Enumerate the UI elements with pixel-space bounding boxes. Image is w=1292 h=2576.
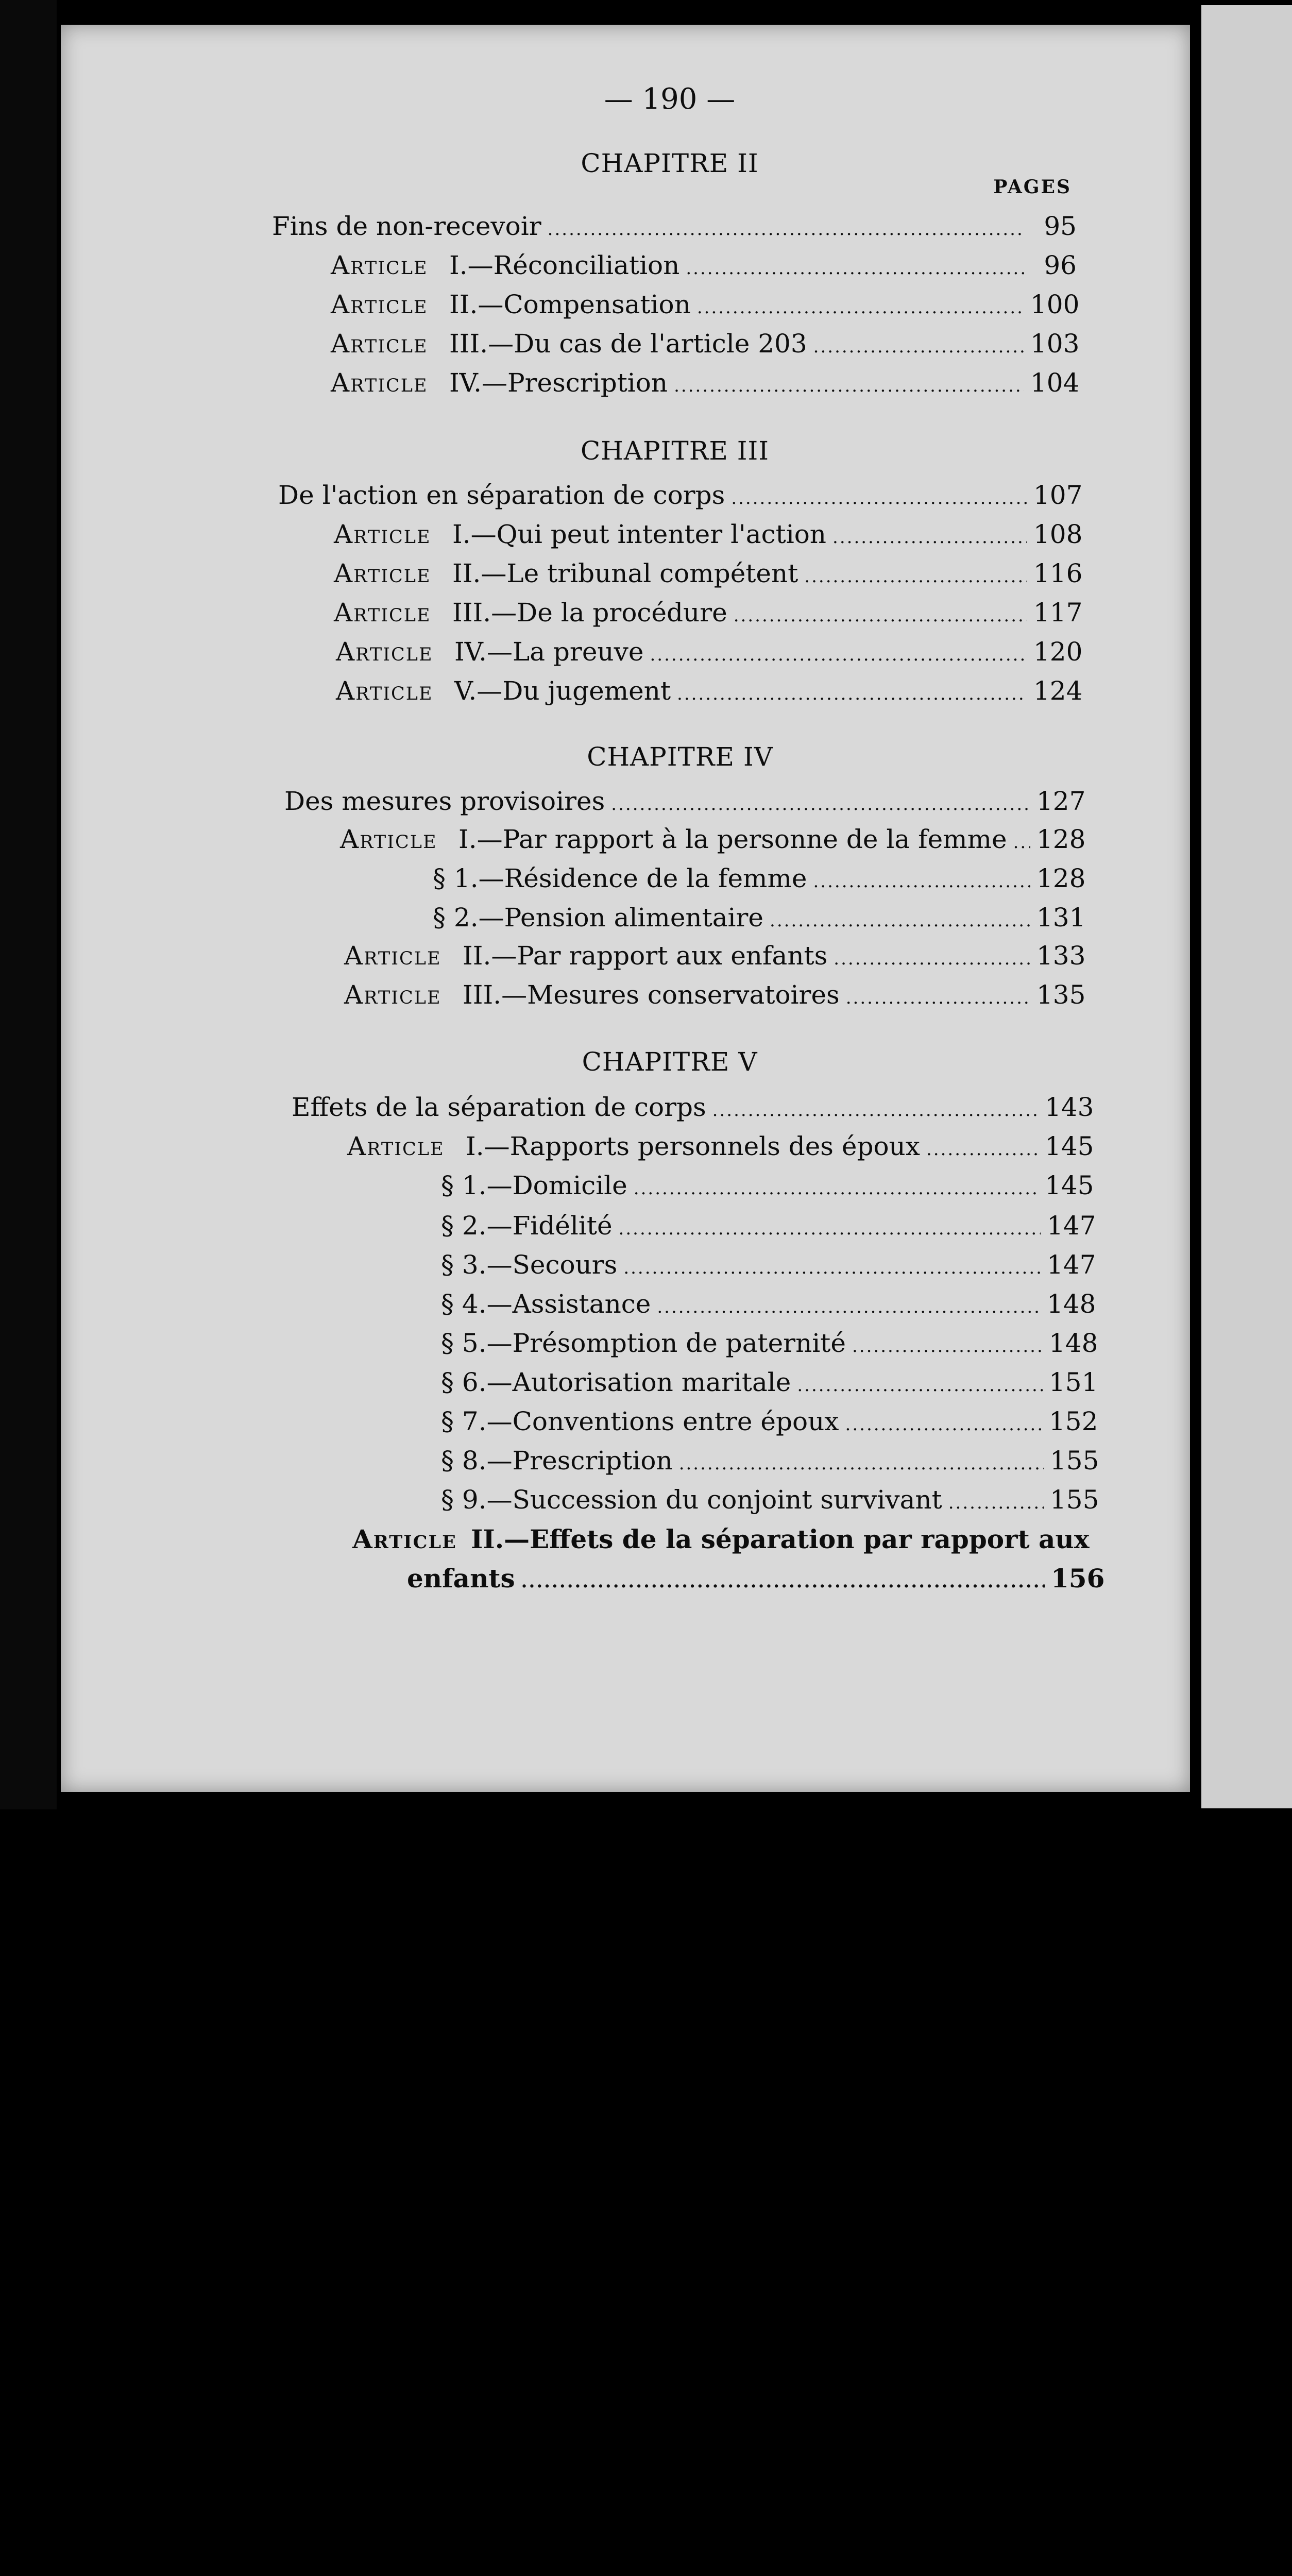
leader-dots	[712, 1100, 1039, 1121]
leader-dots	[734, 605, 1027, 626]
leader-dots	[813, 871, 1030, 892]
entry-label: II.—Par rapport aux enfants	[463, 941, 828, 971]
entry-label: § 5.—Présomption de paternité	[441, 1328, 846, 1358]
entry-label: II.—Effets de la séparation par rapport aux	[471, 1524, 1090, 1554]
entry-page: 151	[1049, 1367, 1098, 1397]
chapter-heading: CHAPITRE II	[581, 148, 759, 178]
entry-page: 155	[1050, 1446, 1099, 1476]
leader-dots	[846, 988, 1030, 1008]
entry-page: 95	[1044, 211, 1077, 241]
entry-label: Effets de la séparation de corps	[292, 1092, 706, 1122]
chapter-heading: CHAPITRE III	[580, 436, 769, 466]
entry-label: I.—Qui peut intenter l'action	[452, 519, 827, 549]
entry-page: 148	[1049, 1328, 1098, 1358]
entry-label: III.—De la procédure	[452, 598, 727, 628]
entry-label: IV.—La preuve	[454, 637, 644, 667]
leader-dots	[813, 336, 1024, 357]
entry-label: III.—Du cas de l'article 203	[449, 329, 807, 359]
entry-page: 147	[1047, 1211, 1096, 1241]
entry-label: enfants	[407, 1563, 515, 1594]
entry-label: § 6.—Autorisation maritale	[441, 1367, 791, 1397]
entry-page: 108	[1033, 519, 1083, 549]
chapter-heading: CHAPITRE IV	[587, 742, 773, 772]
entry-page: 96	[1044, 250, 1077, 280]
article-prefix: Article	[331, 329, 428, 359]
article-prefix: Article	[347, 1131, 445, 1161]
entry-page: 117	[1033, 598, 1083, 628]
leader-dots	[521, 1571, 1045, 1592]
article-prefix: Article	[336, 676, 433, 706]
entry-page: 116	[1033, 558, 1083, 588]
entry-page: 156	[1051, 1563, 1105, 1594]
leader-dots	[845, 1414, 1043, 1435]
leader-dots	[674, 376, 1024, 396]
entry-page: 133	[1036, 941, 1086, 971]
leader-dots	[731, 488, 1027, 509]
leader-dots	[677, 684, 1027, 704]
entry-page: 128	[1036, 863, 1086, 893]
entry-page: 120	[1033, 637, 1083, 667]
entry-page: 127	[1036, 786, 1086, 816]
article-prefix: Article	[334, 598, 431, 628]
entry-label: § 1.—Domicile	[441, 1171, 627, 1200]
article-prefix: Article	[344, 980, 441, 1010]
article-prefix: Article	[334, 558, 431, 588]
page-number: — 190 —	[604, 82, 736, 116]
entry-page: 145	[1045, 1171, 1094, 1200]
leader-dots	[797, 1375, 1043, 1396]
entry-label: Fins de non-recevoir	[272, 211, 541, 241]
article-prefix: Article	[336, 637, 433, 667]
leader-dots	[548, 219, 1024, 240]
entry-page: 155	[1050, 1485, 1099, 1515]
entry-label: § 7.—Conventions entre époux	[441, 1406, 839, 1436]
entry-page: 103	[1030, 329, 1080, 359]
entry-label: § 2.—Fidélité	[441, 1211, 613, 1241]
entry-page: 100	[1030, 290, 1080, 319]
entry-label: II.—Le tribunal compétent	[452, 558, 798, 588]
entry-page: 128	[1036, 824, 1086, 854]
entry-label: I.—Rapports personnels des époux	[466, 1131, 920, 1161]
entry-page: 124	[1033, 676, 1083, 706]
entry-label: I.—Par rapport à la personne de la femme	[458, 824, 1007, 854]
entry-page: 131	[1036, 903, 1086, 933]
entry-label: § 9.—Succession du conjoint survivant	[441, 1485, 942, 1515]
article-prefix: Article	[331, 368, 428, 398]
entry-page: 145	[1045, 1131, 1094, 1161]
entry-label: I.—Réconciliation	[449, 250, 680, 280]
leader-dots	[926, 1139, 1039, 1160]
entry-page: 147	[1047, 1250, 1096, 1280]
entry-label: § 8.—Prescription	[441, 1446, 673, 1476]
leader-dots	[686, 258, 1024, 279]
leader-dots	[611, 794, 1030, 815]
leader-dots	[679, 1453, 1044, 1474]
entry-page: 152	[1049, 1406, 1098, 1436]
leader-dots	[623, 1258, 1041, 1278]
leader-dots	[834, 948, 1030, 969]
toc-entry	[407, 1563, 1105, 2576]
leader-dots	[650, 645, 1027, 665]
toc-entry	[352, 1524, 1090, 1554]
pages-column-label: PAGES	[993, 176, 1072, 198]
entry-page: 135	[1036, 980, 1086, 1010]
entry-label: V.—Du jugement	[454, 676, 671, 706]
article-prefix: Article	[344, 941, 441, 971]
entry-label: IV.—Prescription	[449, 368, 668, 398]
article-prefix: Article	[331, 250, 428, 280]
article-prefix: Article	[331, 290, 428, 319]
entry-page: 107	[1033, 480, 1083, 510]
entry-page: 143	[1045, 1092, 1094, 1122]
article-prefix: Article	[334, 519, 431, 549]
entry-label: Des mesures provisoires	[284, 786, 605, 816]
leader-dots	[804, 566, 1027, 587]
leader-dots	[657, 1297, 1041, 1317]
leader-dots	[697, 297, 1024, 318]
entry-label: § 4.—Assistance	[441, 1289, 651, 1319]
entry-page: 148	[1047, 1289, 1096, 1319]
entry-label: § 3.—Secours	[441, 1250, 618, 1280]
leader-dots	[634, 1178, 1039, 1199]
leader-dots	[770, 910, 1030, 931]
article-prefix: Article	[340, 824, 437, 854]
leader-dots	[1013, 832, 1030, 853]
leader-dots	[852, 1336, 1043, 1357]
entry-page: 104	[1030, 368, 1080, 398]
entry-label: II.—Compensation	[449, 290, 691, 319]
chapter-heading: CHAPITRE V	[582, 1047, 758, 1077]
entry-label: § 2.—Pension alimentaire	[433, 903, 764, 933]
entry-label: De l'action en séparation de corps	[278, 480, 725, 510]
entry-label: III.—Mesures conservatoires	[463, 980, 840, 1010]
leader-dots	[948, 1493, 1044, 1513]
entry-label: § 1.—Résidence de la femme	[433, 863, 807, 893]
leader-dots	[832, 527, 1027, 548]
article-prefix: Article	[352, 1524, 457, 1554]
leader-dots	[619, 1218, 1041, 1239]
